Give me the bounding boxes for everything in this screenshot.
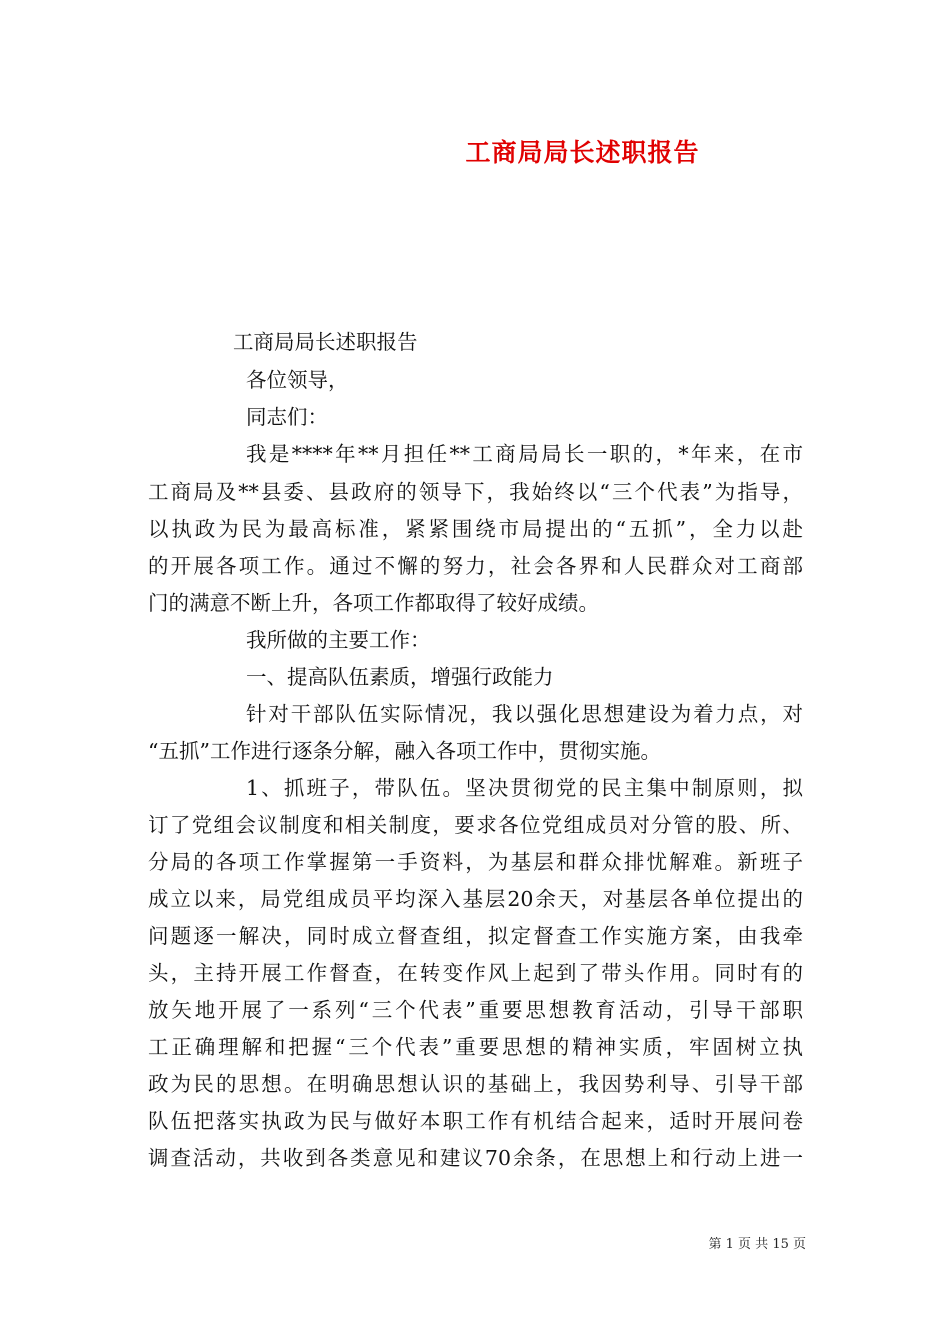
salutation-leaders: 各位领导， xyxy=(246,368,349,392)
item-1-line: 放矢地开展了一系列“三个代表”重要思想教育活动，引导干部职 xyxy=(148,998,803,1022)
intro-line: 我是****年**月担任**工商局局长一职的，*年来，在市 xyxy=(246,442,803,466)
item-1-line: 头，主持开展工作督查，在转变作风上起到了带头作用。同时有的 xyxy=(148,961,803,985)
document-title: 工商局局长述职报告 xyxy=(465,138,700,167)
intro-line: 以执政为民为最高标准，紧紧围绕市局提出的“五抓”，全力以赴 xyxy=(148,517,803,541)
salutation-comrades: 同志们： xyxy=(246,405,328,429)
item-1-line: 订了党组会议制度和相关制度，要求各位党组成员对分管的股、所、 xyxy=(148,813,803,837)
item-1-line: 成立以来，局党组成员平均深入基层20余天，对基层各单位提出的 xyxy=(148,887,803,911)
item-1-line: 问题逐一解决，同时成立督查组，拟定督查工作实施方案，由我牵 xyxy=(148,924,803,948)
main-work-heading: 我所做的主要工作： xyxy=(246,628,431,652)
page-number: 第 1 页 共 15 页 xyxy=(708,1237,806,1252)
item-1-line: 队伍把落实执政为民与做好本职工作有机结合起来，适时开展问卷 xyxy=(148,1109,803,1133)
intro-line: 工商局及**县委、县政府的领导下，我始终以“三个代表”为指导， xyxy=(148,480,803,504)
item-1-line: 工正确理解和把握“三个代表”重要思想的精神实质，牢固树立执 xyxy=(148,1035,803,1059)
item-1-line: 1、抓班子，带队伍。坚决贯彻党的民主集中制原则，拟 xyxy=(246,776,803,800)
section-1-heading: 一、提高队伍素质，增强行政能力 xyxy=(246,665,554,689)
section-1-intro-line: 针对干部队伍实际情况，我以强化思想建设为着力点，对 xyxy=(246,702,803,726)
section-1-intro-line: “五抓”工作进行逐条分解，融入各项工作中，贯彻实施。 xyxy=(148,739,661,763)
report-subtitle: 工商局局长述职报告 xyxy=(233,330,418,354)
item-1-line: 分局的各项工作掌握第一手资料，为基层和群众排忧解难。新班子 xyxy=(148,850,803,874)
item-1-line: 调查活动，共收到各类意见和建议70余条，在思想上和行动上进一 xyxy=(148,1146,803,1170)
item-1-line: 政为民的思想。在明确思想认识的基础上，我因势利导、引导干部 xyxy=(148,1072,803,1096)
intro-line: 门的满意不断上升，各项工作都取得了较好成绩。 xyxy=(148,591,599,615)
intro-line: 的开展各项工作。通过不懈的努力，社会各界和人民群众对工商部 xyxy=(148,554,803,578)
